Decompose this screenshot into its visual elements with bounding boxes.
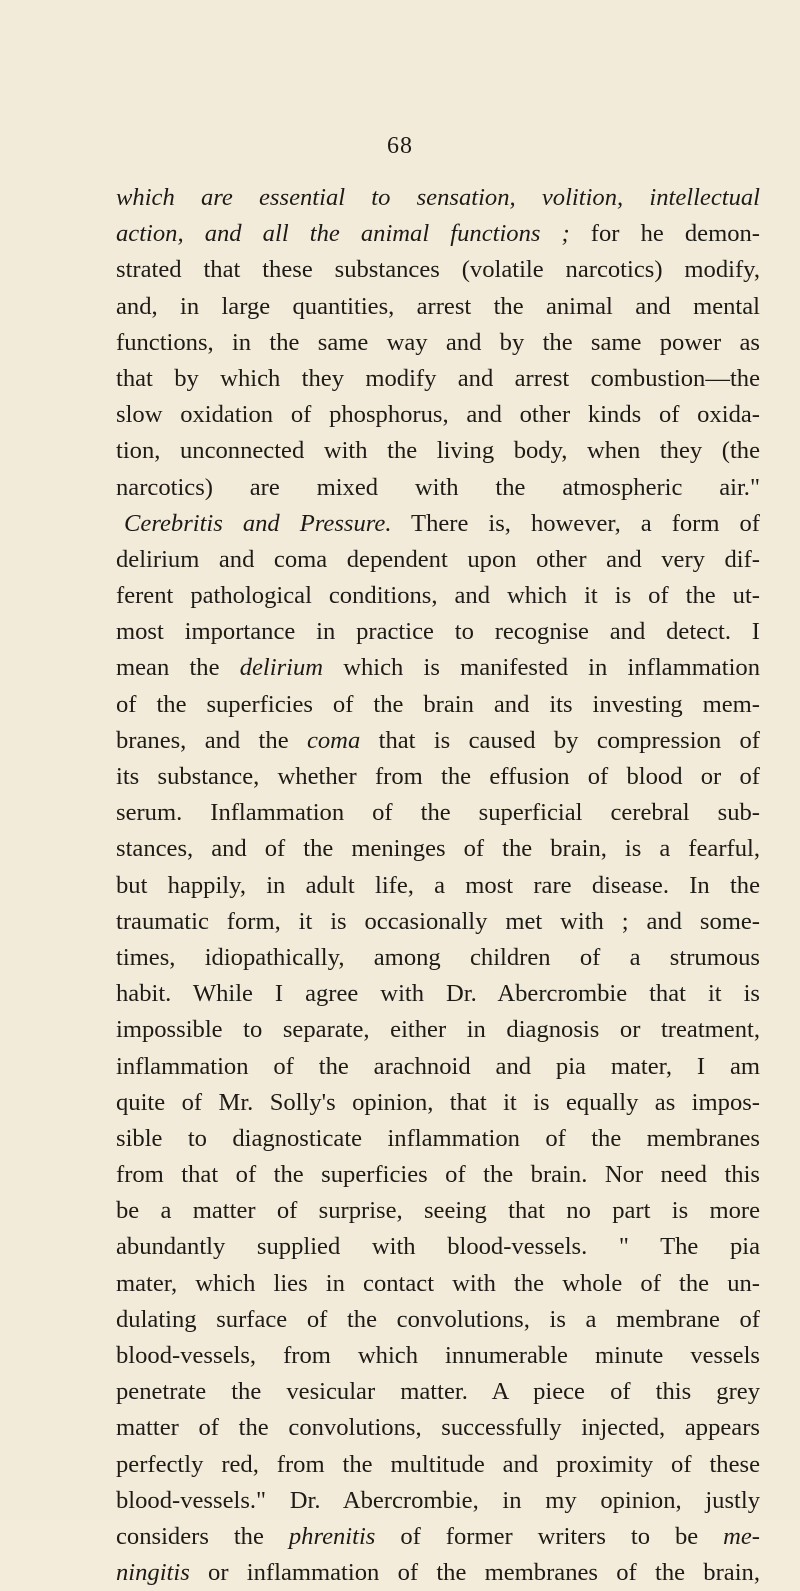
text-line	[116, 1410, 760, 1446]
italic-text: ningitis	[116, 1559, 190, 1587]
text-segment: delirium and coma dependent upon other and very dif-	[116, 545, 760, 573]
page-number: 68	[387, 133, 413, 159]
text-line	[116, 1012, 760, 1048]
text-segment: abundantly supplied with blood-vessels. " The pia	[116, 1233, 760, 1261]
text-segment: strated that these substances (volatile narcotics) modify,	[116, 256, 760, 284]
text-segment: blood-vessels, from which innumerable minute vessels	[116, 1342, 760, 1369]
text-segment: which is manifested in inflammation	[323, 654, 761, 682]
italic-text: delirium	[239, 654, 324, 682]
text-line	[116, 868, 760, 904]
text-segment: functions, in the same way and by the same power as	[116, 328, 760, 356]
text-line	[116, 542, 760, 578]
text-segment: quite of Mr. Solly's opinion, that it is equally as impos-	[116, 1088, 760, 1116]
text-segment: slow oxidation of phosphorus, and other kinds of oxida-	[116, 401, 760, 429]
text-line	[116, 289, 760, 325]
text-line	[116, 1374, 760, 1410]
text-segment: traumatic form, it is occasionally met with ; and some-	[116, 907, 760, 935]
text-segment: of former writers to be	[375, 1522, 724, 1550]
body-text	[116, 180, 760, 1591]
text-line	[116, 1266, 760, 1302]
text-line	[116, 1555, 760, 1591]
text-segment: be a matter of surprise, seeing that no part is more	[116, 1197, 760, 1225]
text-line	[116, 1157, 760, 1193]
text-segment: blood-vessels." Dr. Abercrombie, in my opinion, justly	[116, 1486, 760, 1514]
text-segment: stances, and of the meninges of the brain, is a fearful,	[116, 835, 760, 863]
text-segment: There is, however, a form of	[391, 509, 760, 537]
text-line	[116, 1302, 760, 1338]
text-line	[116, 687, 760, 723]
italic-text: action, and all the animal functions ;	[116, 220, 570, 248]
text-segment: sible to diagnosticate inflammation of the membranes	[116, 1124, 760, 1152]
text-segment: or inflammation of the membranes of the brain,	[189, 1559, 760, 1587]
text-segment: ferent pathological conditions, and which it is of the ut-	[116, 582, 760, 610]
text-line	[116, 1483, 760, 1519]
text-segment: but happily, in adult life, a most rare disease. In the	[116, 871, 760, 899]
text-line	[116, 216, 760, 252]
text-line	[116, 506, 760, 542]
text-line	[116, 578, 760, 614]
text-segment: mater, which lies in contact with the whole of the un-	[116, 1269, 760, 1297]
italic-text: phrenitis	[288, 1522, 376, 1550]
text-segment: serum. Inflammation of the superficial cerebral sub-	[116, 799, 760, 827]
text-line	[116, 831, 760, 867]
text-line	[116, 976, 760, 1012]
italic-text: me-	[723, 1522, 760, 1550]
text-segment: impossible to separate, either in diagnosis or treatment,	[116, 1016, 760, 1044]
text-line	[116, 433, 760, 469]
text-segment: inflammation of the arachnoid and pia mater, I am	[116, 1052, 760, 1080]
text-segment: from that of the superficies of the brain. Nor need this	[116, 1161, 760, 1189]
text-line	[116, 1085, 760, 1121]
text-segment: times, idiopathically, among children of a strumous	[116, 943, 760, 971]
text-line	[116, 1447, 760, 1483]
text-line	[116, 759, 760, 795]
text-segment: mean the	[116, 654, 240, 682]
text-segment: considers the	[116, 1522, 289, 1550]
text-line	[116, 470, 760, 506]
text-segment: habit. While I agree with Dr. Abercrombie that it is	[116, 980, 760, 1008]
text-line	[116, 723, 760, 759]
text-line	[116, 1229, 760, 1265]
text-segment: narcotics) are mixed with the atmospheric air."	[116, 473, 760, 501]
text-segment: dulating surface of the convolutions, is a membrane of	[116, 1305, 760, 1333]
italic-text: coma	[306, 726, 361, 754]
italic-text: Cerebritis and Pressure.	[124, 509, 392, 537]
text-segment: of the superficies of the brain and its investing mem-	[116, 690, 760, 718]
text-line	[116, 325, 760, 361]
text-line	[116, 614, 760, 650]
text-segment: tion, unconnected with the living body, when they (the	[116, 437, 760, 465]
text-line	[116, 180, 760, 216]
text-segment: most importance in practice to recognise and detect. I	[116, 618, 760, 646]
text-segment: for he demon-	[569, 220, 760, 248]
text-line	[116, 1519, 760, 1555]
text-segment: that by which they modify and arrest combustion—the	[116, 364, 760, 392]
text-segment: penetrate the vesicular matter. A piece of this grey	[116, 1378, 760, 1406]
text-segment: matter of the convolutions, successfully injected, appears	[116, 1414, 760, 1442]
text-line	[116, 940, 760, 976]
text-line	[116, 650, 760, 686]
text-line	[116, 252, 760, 288]
text-line	[116, 397, 760, 433]
text-segment: perfectly red, from the multitude and proximity of these	[116, 1450, 760, 1478]
text-segment: branes, and the	[116, 726, 307, 754]
text-segment: its substance, whether from the effusion of blood or of	[116, 763, 760, 790]
text-line	[116, 1121, 760, 1157]
italic-text: which are essential to sensation, volition, intellectual	[116, 184, 760, 211]
text-line	[116, 795, 760, 831]
text-line	[116, 1193, 760, 1229]
text-line	[116, 361, 760, 397]
text-line	[116, 904, 760, 940]
text-line	[116, 1049, 760, 1085]
text-segment: that is caused by compression of	[360, 726, 760, 754]
text-line	[116, 1338, 760, 1374]
text-segment: and, in large quantities, arrest the animal and mental	[116, 292, 760, 320]
